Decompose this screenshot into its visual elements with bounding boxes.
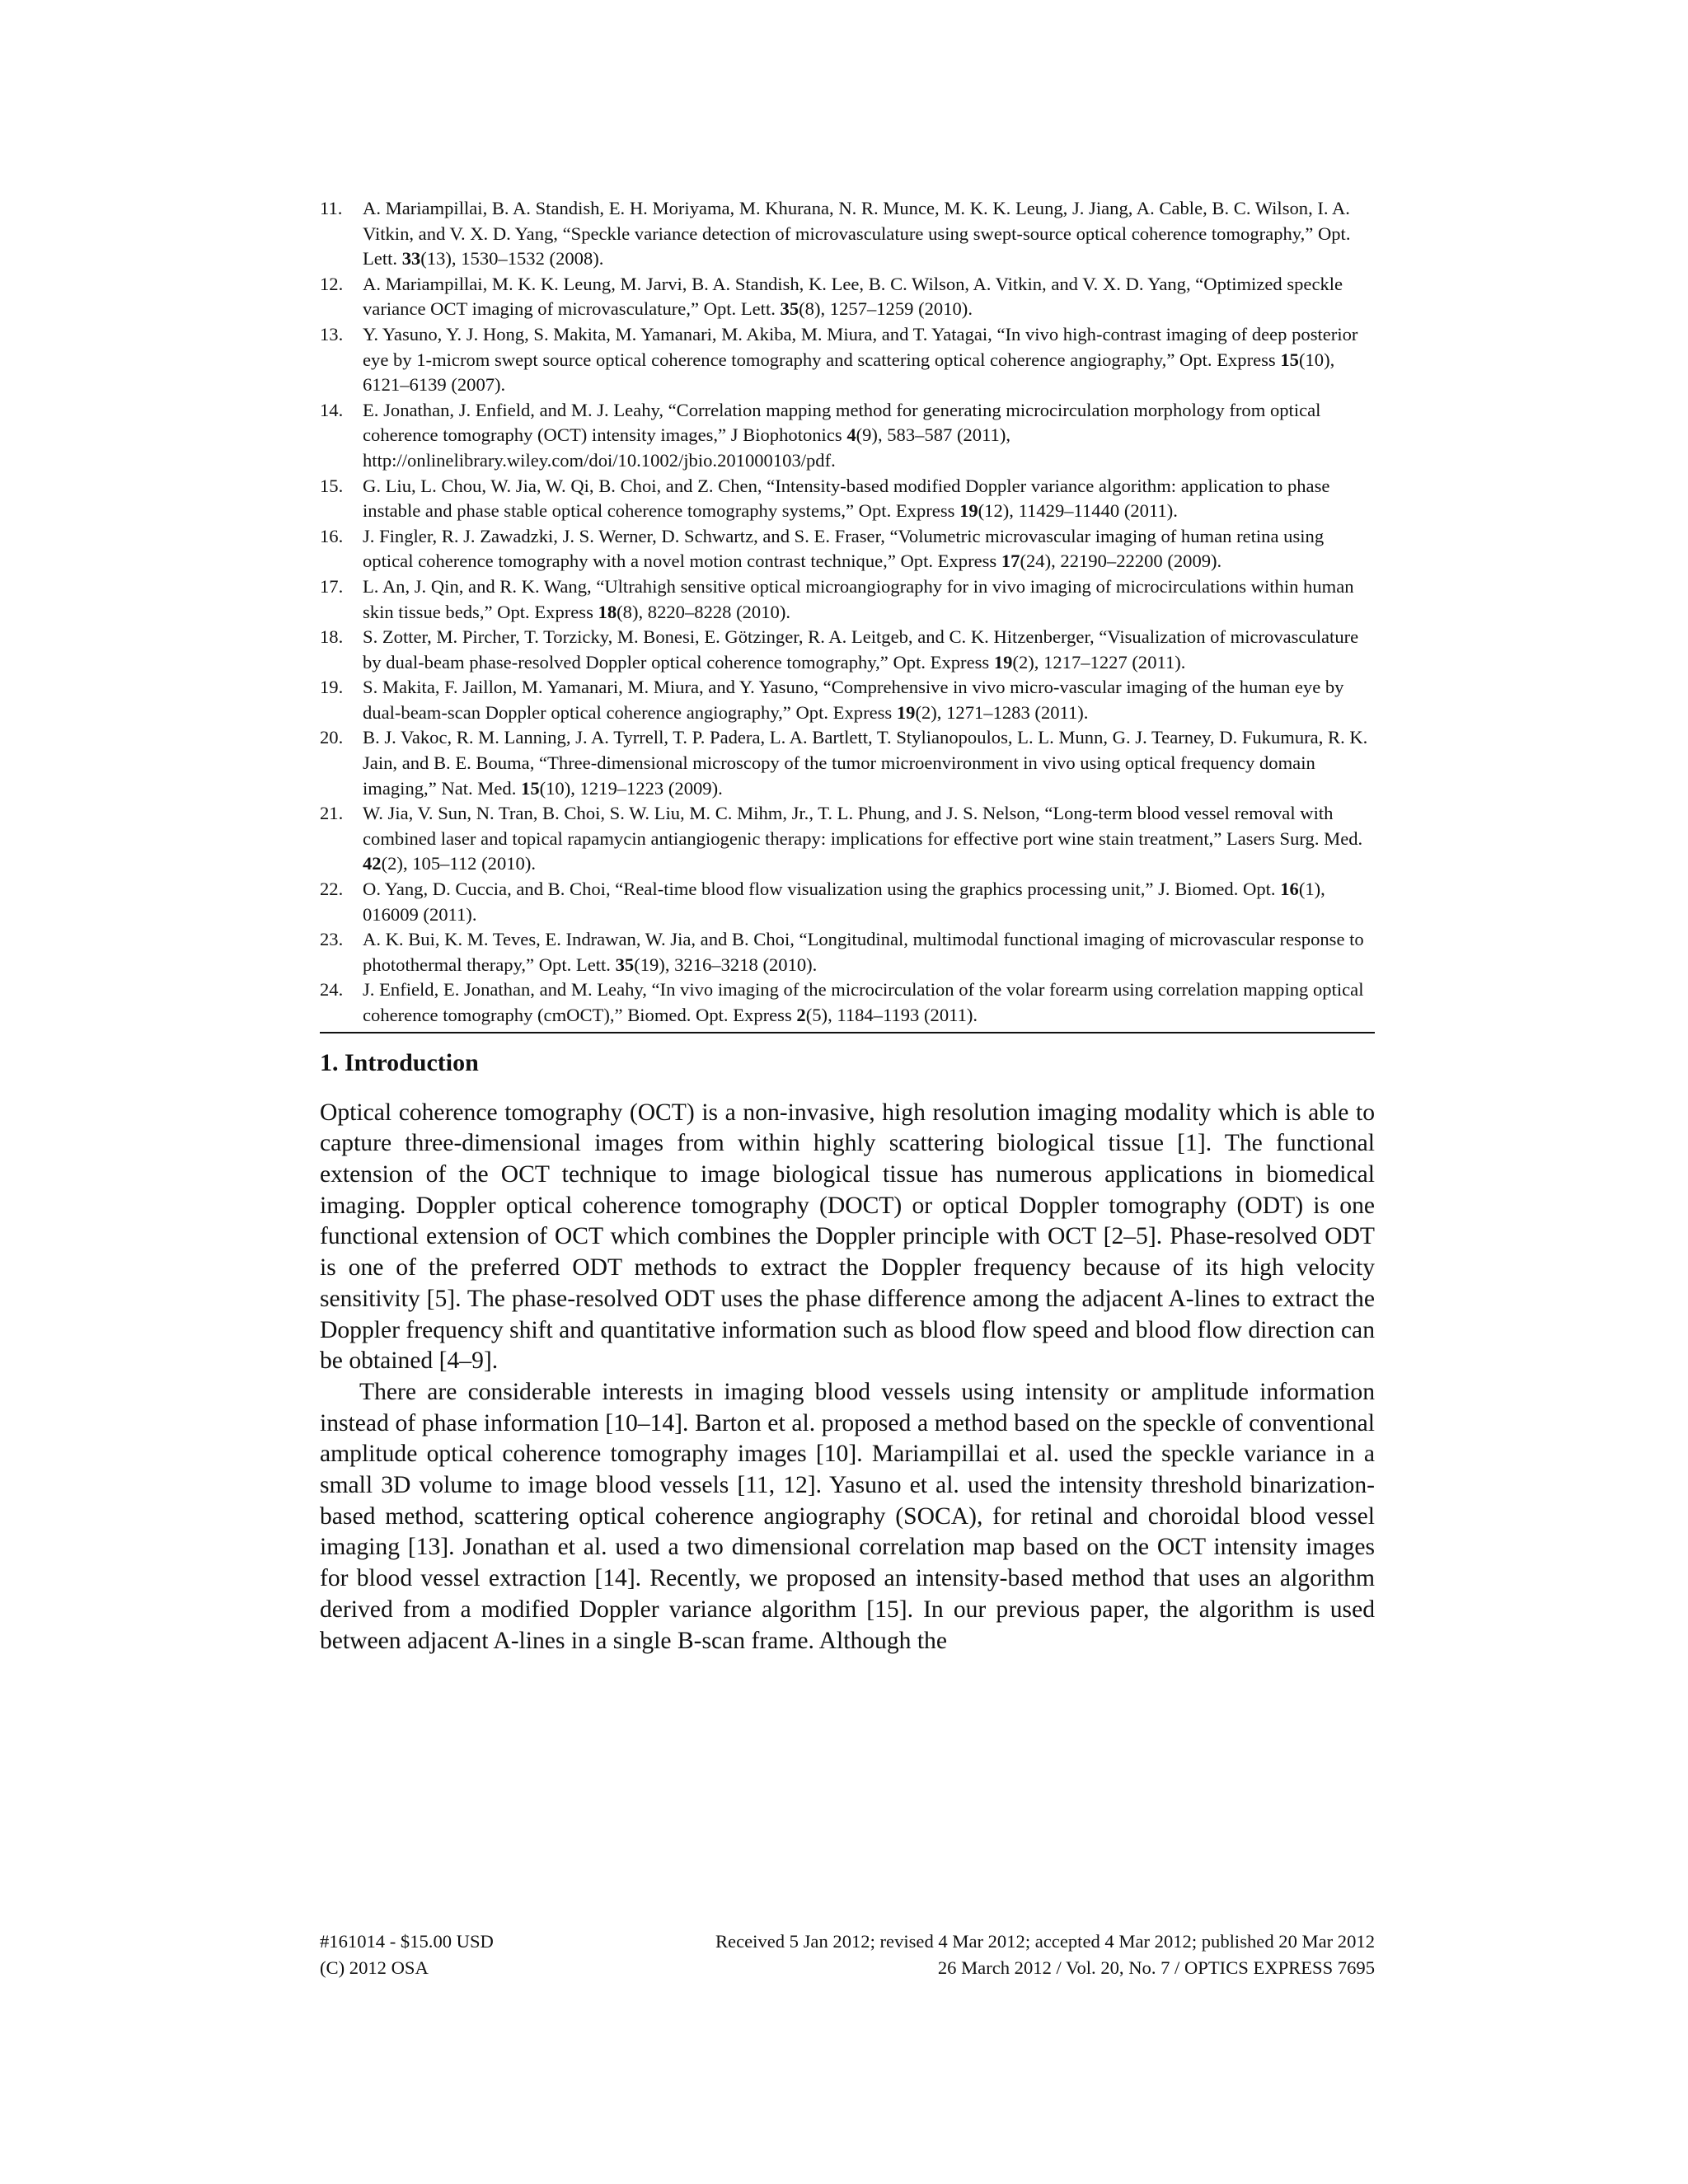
reference-volume: 42 xyxy=(363,853,382,874)
reference-number: 24. xyxy=(320,979,344,1001)
reference-pages: (2), 105–112 (2010). xyxy=(381,853,537,874)
reference-text: A. Mariampillai, M. K. K. Leung, M. Jarvi, B. A. Standish, K. Lee, B. C. Wilson, A. Vitkin, and V. X. D. Yang, “Optimized speckle variance OCT imaging of microvasculature,” Opt. Lett. xyxy=(363,273,1343,320)
reference-pages: (2), 1271–1283 (2011). xyxy=(915,701,1089,723)
footer-row xyxy=(320,1955,1375,1981)
reference-text: S. Makita, F. Jaillon, M. Yamanari, M. Miura, and Y. Yasuno, “Comprehensive in vivo micro-vascular imaging of the human eye by dual-beam-scan Doppler optical coherence angiography,” Opt. Express xyxy=(363,677,1344,723)
reference-item xyxy=(320,725,1375,801)
reference-text: A. Mariampillai, B. A. Standish, E. H. Moriyama, M. Khurana, N. R. Munce, M. K. K. Leung, J. Jiang, A. Cable, B. C. Wilson, I. A. Vitkin, and V. X. D. Yang, “Speckle variance detection of microvasculature using swept-source optical coherence tomography,” Opt. Lett. xyxy=(363,198,1351,269)
page-content xyxy=(320,196,1375,1657)
reference-item xyxy=(320,474,1375,524)
section-heading: 1. Introduction xyxy=(320,1048,479,1076)
page-footer xyxy=(320,1929,1375,1981)
reference-pages: (8), 8220–8228 (2010). xyxy=(617,601,790,622)
reference-text: B. J. Vakoc, R. M. Lanning, J. A. Tyrrell, T. P. Padera, L. A. Bartlett, T. Stylianopoulos, L. L. Munn, G. J. Tearney, D. Fukumura, R. K. Jain, and B. E. Bouma, “Three-dimensional microscopy of the tumor microenvironment in vivo using optical frequency domain imaging,” Nat. Med. xyxy=(363,727,1368,799)
reference-pages: (13), 1530–1532 (2008). xyxy=(420,248,604,269)
reference-number: 14. xyxy=(320,399,344,420)
reference-item xyxy=(320,675,1375,725)
reference-volume: 35 xyxy=(780,298,799,320)
reference-number: 22. xyxy=(320,879,344,900)
reference-number: 18. xyxy=(320,626,344,648)
body-paragraph: There are considerable interests in imaging blood vessels using intensity or amplitude information instead of phase information [10–14]. Barton et al. proposed a method based on the speckle of conventional amplitude optical coherence tomography images [10]. Mariampillai et al. used the speckle variance in a small 3D volume to image blood vessels [11, 12]. Yasuno et al. used the intensity threshold binarization-based method, scattering optical coherence angiography (SOCA), for retinal and choroidal blood vessel imaging [13]. Jonathan et al. used a two dimensional correlation map based on the OCT intensity images for blood vessel extraction [14]. Recently, we proposed an intensity-based method that uses an algorithm derived from a modified Doppler variance algorithm [15]. In our previous paper, the algorithm is used between adjacent A-lines in a single B-scan frame. Although the xyxy=(320,1378,1375,1654)
reference-item xyxy=(320,398,1375,474)
reference-text: J. Enfield, E. Jonathan, and M. Leahy, “In vivo imaging of the microcirculation of the volar forearm using correlation mapping optical coherence tomography (cmOCT),” Biomed. Opt. Express xyxy=(363,979,1364,1025)
reference-item xyxy=(320,322,1375,398)
reference-number: 19. xyxy=(320,677,344,698)
reference-text: L. An, J. Qin, and R. K. Wang, “Ultrahigh sensitive optical microangiography for in vivo imaging of microcirculations within human skin tissue beds,” Opt. Express xyxy=(363,575,1354,622)
reference-volume: 19 xyxy=(896,701,916,723)
reference-pages: (10), 6121–6139 (2007). xyxy=(363,349,1335,396)
reference-text: Y. Yasuno, Y. J. Hong, S. Makita, M. Yamanari, M. Akiba, M. Miura, and T. Yatagai, “In vivo high-contrast imaging of deep posterior eye by 1-microm swept source optical coherence tomography and scattering optical coherence angiography,” Opt. Express xyxy=(363,323,1358,370)
reference-number: 20. xyxy=(320,727,344,748)
reference-number: 16. xyxy=(320,525,344,546)
reference-number: 12. xyxy=(320,273,344,294)
reference-number: 11. xyxy=(320,198,343,218)
reference-number: 15. xyxy=(320,475,344,496)
reference-number: 23. xyxy=(320,929,344,950)
reference-text: E. Jonathan, J. Enfield, and M. J. Leahy, “Correlation mapping method for generating microcirculation morphology from optical coherence tomography (OCT) intensity images,” J Biophotonics xyxy=(363,399,1321,446)
reference-pages: (9), 583–587 (2011), http://onlinelibrary.wiley.com/doi/10.1002/jbio.201000103/pdf. xyxy=(363,424,1011,471)
reference-number: 13. xyxy=(320,323,344,344)
reference-pages: (24), 22190–22200 (2009). xyxy=(1020,551,1222,572)
footer-row xyxy=(320,1929,1375,1955)
copyright: (C) 2012 OSA xyxy=(320,1957,429,1978)
reference-volume: 4 xyxy=(846,424,856,446)
reference-list xyxy=(320,196,1375,1029)
reference-pages: (10), 1219–1223 (2009). xyxy=(539,777,723,799)
reference-volume: 17 xyxy=(1001,551,1020,572)
reference-volume: 15 xyxy=(521,777,540,799)
reference-number: 17. xyxy=(320,575,344,597)
reference-text: O. Yang, D. Cuccia, and B. Choi, “Real-time blood flow visualization using the graphics processing unit,” J. Biomed. Opt. xyxy=(363,879,1281,900)
reference-text: A. K. Bui, K. M. Teves, E. Indrawan, W. Jia, and B. Choi, “Longitudinal, multimodal functional imaging of microvascular response to photothermal therapy,” Opt. Lett. xyxy=(363,929,1364,975)
publication-history: Received 5 Jan 2012; revised 4 Mar 2012; accepted 4 Mar 2012; published 20 Mar 2012 xyxy=(715,1931,1375,1952)
reference-volume: 19 xyxy=(993,651,1013,673)
reference-item xyxy=(320,877,1375,927)
reference-volume: 15 xyxy=(1280,349,1299,370)
reference-volume: 18 xyxy=(598,601,617,622)
reference-pages: (12), 11429–11440 (2011). xyxy=(978,500,1178,522)
reference-item xyxy=(320,625,1375,675)
reference-item xyxy=(320,977,1375,1028)
reference-text: W. Jia, V. Sun, N. Tran, B. Choi, S. W. Liu, M. C. Mihm, Jr., T. L. Phung, and J. S. Nelson, “Long-term blood vessel removal with combined laser and topical rapamycin antiangiogenic therapy: implications for effective port wine stain treatment,” Lasers Surg. Med. xyxy=(363,803,1363,849)
reference-number: 21. xyxy=(320,803,344,824)
body-text xyxy=(320,1098,1375,1657)
manuscript-id: #161014 - $15.00 USD xyxy=(320,1931,494,1952)
journal-citation: 26 March 2012 / Vol. 20, No. 7 / OPTICS EXPRESS 7695 xyxy=(937,1957,1375,1978)
reference-pages: (1), 016009 (2011). xyxy=(363,879,1325,925)
reference-volume: 19 xyxy=(959,500,978,522)
reference-text: S. Zotter, M. Pircher, T. Torzicky, M. Bonesi, E. Götzinger, R. A. Leitgeb, and C. K. Hitzenberger, “Visualization of microvasculature by dual-beam phase-resolved Doppler optical coherence tomography,” Opt. Express xyxy=(363,626,1359,673)
reference-item xyxy=(320,196,1375,272)
body-paragraph: Optical coherence tomography (OCT) is a non-invasive, high resolution imaging modality which is able to capture three-dimensional images from within highly scattering biological tissue [1]. The functional extension of the OCT technique to image biological tissue has numerous applications in biomedical imaging. Doppler optical coherence tomography (DOCT) or optical Doppler tomography (ODT) is one functional extension of OCT which combines the Doppler principle with OCT [2–5]. Phase-resolved ODT is one of the preferred ODT methods to extract the Doppler frequency because of its high velocity sensitivity [5]. The phase-resolved ODT uses the phase difference among the adjacent A-lines to extract the Doppler frequency shift and quantitative information such as blood flow speed and blood flow direction can be obtained [4–9]. xyxy=(320,1099,1375,1375)
section-divider xyxy=(320,1032,1375,1033)
reference-pages: (5), 1184–1193 (2011). xyxy=(805,1005,978,1025)
reference-volume: 33 xyxy=(401,248,421,269)
reference-pages: (19), 3216–3218 (2010). xyxy=(634,954,818,975)
reference-volume: 35 xyxy=(615,954,635,975)
reference-volume: 2 xyxy=(796,1005,806,1025)
reference-item xyxy=(320,524,1375,574)
reference-volume: 16 xyxy=(1280,879,1299,900)
reference-item xyxy=(320,574,1375,625)
reference-text: G. Liu, L. Chou, W. Jia, W. Qi, B. Choi, and Z. Chen, “Intensity-based modified Doppler variance algorithm: application to phase instable and phase stable optical coherence tomography systems,” Opt. Express xyxy=(363,475,1330,522)
reference-item xyxy=(320,272,1375,322)
reference-pages: (8), 1257–1259 (2010). xyxy=(799,298,973,320)
reference-text: J. Fingler, R. J. Zawadzki, J. S. Werner, D. Schwartz, and S. E. Fraser, “Volumetric microvascular imaging of human retina using optical coherence tomography with a novel motion contrast technique,” Opt. Express xyxy=(363,525,1325,572)
reference-pages: (2), 1217–1227 (2011). xyxy=(1012,651,1186,673)
reference-item xyxy=(320,927,1375,977)
reference-item xyxy=(320,801,1375,877)
